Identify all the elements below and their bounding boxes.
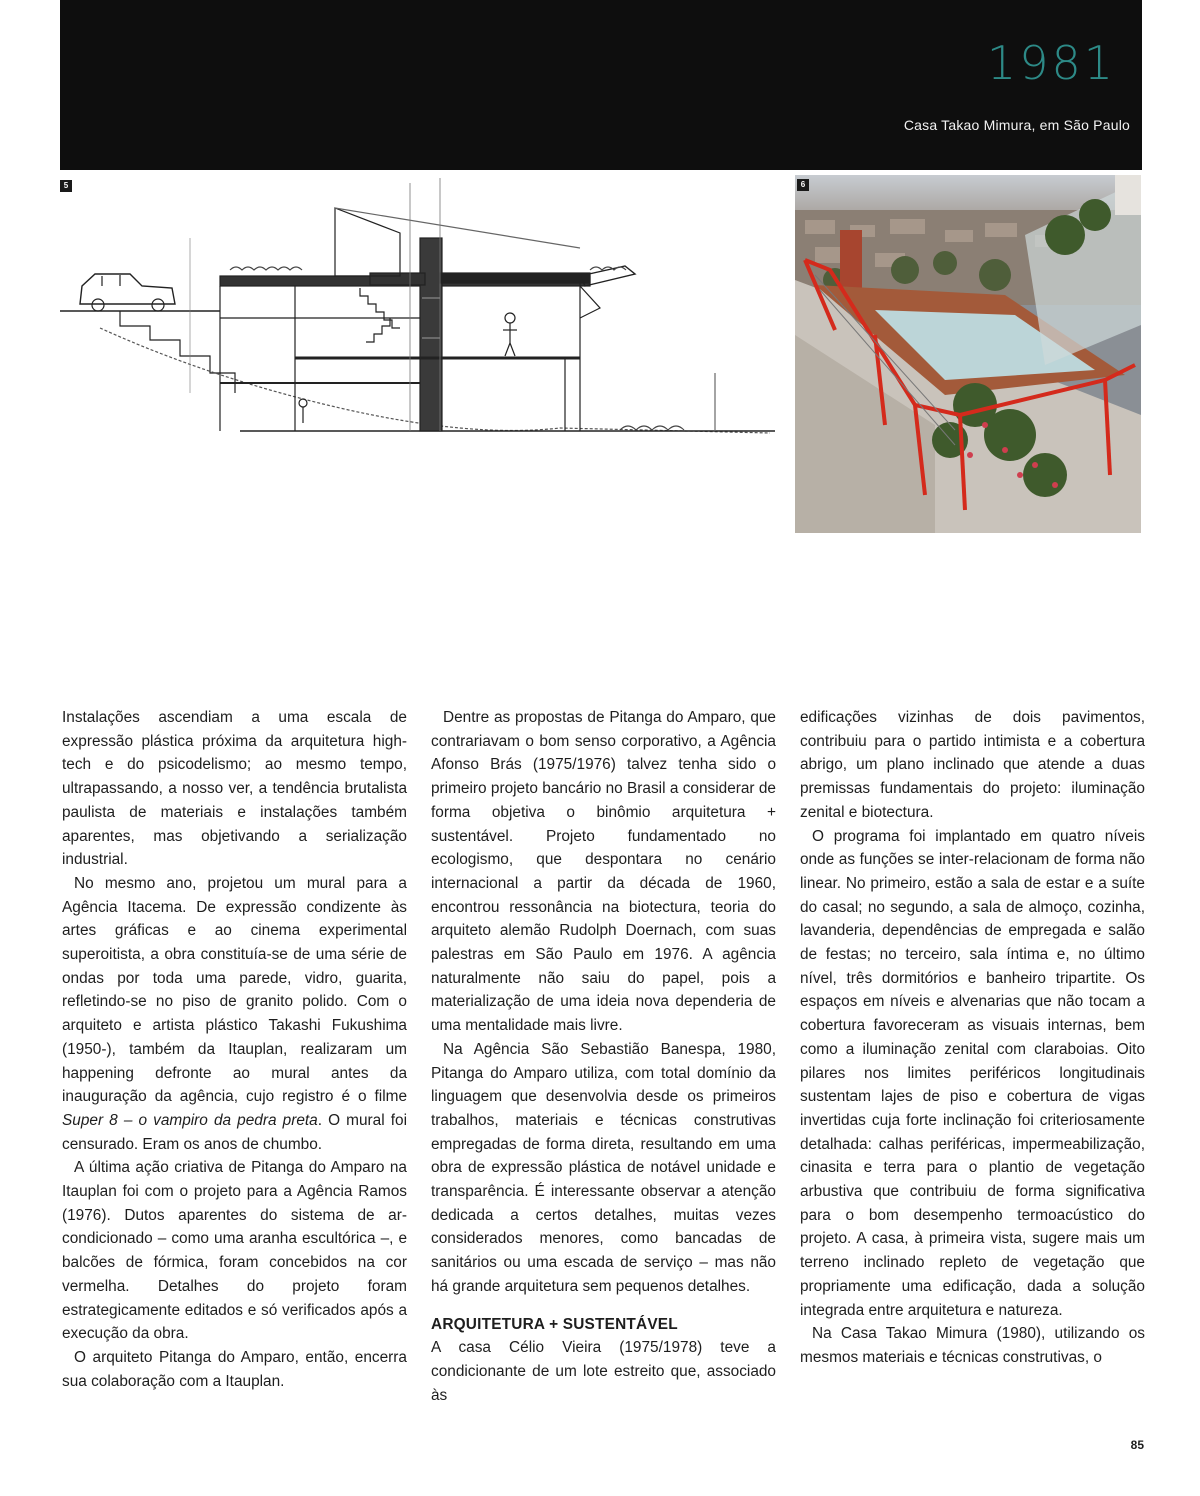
film-title: Super 8 – o vampiro da pedra preta: [62, 1111, 318, 1129]
paragraph: A casa Célio Vieira (1975/1978) teve a condicionante de um lote estreito que, associado às: [431, 1339, 776, 1404]
paragraph-text: . O mural foi censurado. Eram os anos de chumbo.: [62, 1111, 407, 1153]
rooftop-terrace-photo: [795, 175, 1141, 533]
header-caption: Casa Takao Mimura, em São Paulo: [903, 117, 1130, 133]
chapter-year: 1981: [986, 36, 1116, 90]
text-column-3: [800, 706, 1145, 1370]
paragraph-text: No mesmo ano, projetou um mural para a Agência Itacema. De expressão condizente às artes gráficas e ao cinema experimental superoitista, a obra constituía-se de uma série de ondas por toda uma parede, vidro, guarita, refletindo-se no piso de granito polido. Com o arquiteto e artista plástico Takashi Fukushima (1950-), também da Itauplan, realizaram um happening defronte ao mural antes da inauguração da agência, cujo registro é o filme: [62, 874, 407, 1106]
paragraph: Dentre as propostas de Pitanga do Amparo, que contrariavam o bom senso corporativo, a Agência Afonso Brás (1975/1976) talvez tenha sido o primeiro projeto bancário no Brasil a considerar de forma objetiva o binômio arquitetura + sustentável. Projeto fundamentado no ecologismo, que despontara no cenário internacional a partir da década de 1960, encontrou ressonância na biotectura, teoria do arquiteto alemão Rudolph Doernach, com suas palestras em São Paulo em 1976. A agência naturalmente não saiu do papel, pois a materialização de uma ideia nova dependeria de uma mentalidade mais livre.: [431, 709, 776, 1035]
text-column-2: [431, 706, 776, 1407]
section-heading: ARQUITETURA + SUSTENTÁVEL: [431, 1315, 678, 1333]
paragraph: A última ação criativa de Pitanga do Amparo na Itauplan foi com o projeto para a Agência Ramos (1976). Dutos aparentes do sistema de ar-condicionado – como uma aranha escultórica –, e balcões de fórmica, foram concebidos na cor vermelha. Detalhes do projeto foram estrategicamente editados e só verificados após a execução da obra.: [62, 1159, 407, 1343]
page-number: 85: [1130, 1438, 1144, 1452]
header-band: [60, 0, 1142, 170]
paragraph: Instalações ascendiam a uma escala de expressão plástica próxima da arquitetura high-tech e do psicodelismo; ao mesmo tempo, ultrapassando, a nosso ver, a tendência brutalista paulista de materiais e instalações também aparentes, mas objetivando a serialização industrial.: [62, 709, 407, 869]
paragraph: edificações vizinhas de dois pavimentos, contribuiu para o partido intimista e a cobertura abrigo, um plano inclinado que atende a duas premissas fundamentais do projeto: iluminação zenital e biotectura.: [800, 709, 1145, 821]
figure-number-5: 5: [60, 180, 72, 192]
paragraph: O programa foi implantado em quatro níveis onde as funções se inter-relacionam de forma não linear. No primeiro, estão a sala de estar e a suíte do casal; no segundo, a sala de almoço, cozinha, lavanderia, dependências de empregada e salão de festas; no terceiro, sala íntima e, no último nível, três dormitórios e banheiro tripartite. Os espaços em níveis e alvenarias que não tocam a cobertura favoreceram as visuais internas, bem como a iluminação zenital com claraboias. Oito pilares nos limites periféricos longitudinais sustentam lajes de piso e cobertura de vigas invertidas cuja forte inclinação foi criteriosamente detalhada: calhas periféricas, impermeabilização, cinasita e terra para o plantio de vegetação arbustiva que contribuiu de forma significativa para o bom desempenho termoacústico do projeto. A casa, à primeira vista, sugere mais um terreno inclinado repleto de vegetação que propriamente uma edificação, dada a solução integrada entre arquitetura e natureza.: [800, 827, 1145, 1319]
figure-number-6: 6: [797, 179, 809, 191]
section-drawing: [60, 178, 780, 468]
text-column-1: [62, 706, 407, 1393]
paragraph: [62, 872, 407, 1156]
paragraph: Na Casa Takao Mimura (1980), utilizando os mesmos materiais e técnicas construtivas, o: [800, 1325, 1145, 1366]
paragraph: Na Agência São Sebastião Banespa, 1980, Pitanga do Amparo utiliza, com total domínio da linguagem que desenvolvia desde os primeiros trabalhos, materiais e técnicas construtivas empregadas de forma direta, resultando em uma obra de expressão plástica de notável unidade e transparência. É interessante observar a atenção dedicada a certos detalhes, muitas vezes considerados menores, como bancadas de sanitários ou uma escada de serviço – mas não há grande arquitetura sem pequenos detalhes.: [431, 1040, 776, 1295]
paragraph: O arquiteto Pitanga do Amparo, então, encerra sua colaboração com a Itauplan.: [62, 1348, 407, 1390]
